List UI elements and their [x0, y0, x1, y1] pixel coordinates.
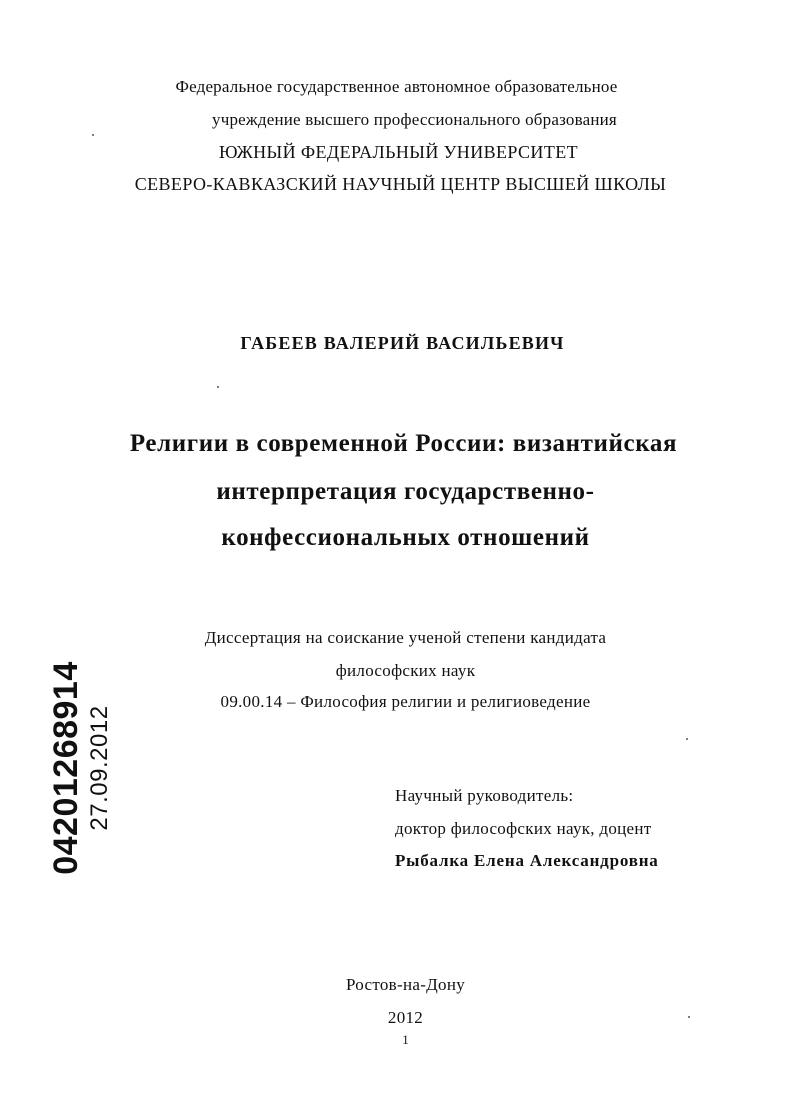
dissertation-degree-line-1: Диссертация на соискание ученой степени кандидата	[204, 628, 607, 647]
author-name: ГАБЕЕВ ВАЛЕРИЙ ВАСИЛЬЕВИЧ	[240, 333, 565, 353]
year: 2012	[387, 1008, 424, 1027]
institution-line-2: учреждение высшего профессионального образования	[212, 110, 617, 129]
city: Ростов-на-Дону	[345, 975, 466, 994]
supervisor-label: Научный руководитель:	[395, 786, 574, 805]
university-name: ЮЖНЫЙ ФЕДЕРАЛЬНЫЙ УНИВЕРСИТЕТ	[218, 142, 579, 162]
supervisor-degree: доктор философских наук, доцент	[395, 819, 652, 838]
dissertation-title-line-1: Религии в современной России: византийская	[129, 430, 678, 457]
library-stamp-inner	[46, 661, 114, 875]
specialty-code: 09.00.14 – Философия религии и религиоведение	[220, 692, 591, 711]
supervisor-name	[395, 845, 659, 877]
stamp-number: 04201268914	[47, 661, 85, 875]
institution-line-1: Федеральное государственное автономное образовательное	[175, 77, 618, 96]
scan-speck	[688, 1016, 690, 1018]
stamp-date: 27.09.2012	[86, 705, 113, 831]
supervisor-name-text: Рыбалка Елена Александровна	[395, 851, 659, 870]
dissertation-title-line-2: интерпретация государственно-	[216, 478, 595, 505]
scan-speck	[686, 738, 688, 740]
scan-speck	[217, 386, 219, 388]
dissertation-degree-line-2: философских наук	[335, 661, 476, 680]
scan-speck	[92, 134, 94, 136]
page-number: 1	[402, 1032, 409, 1047]
research-center-name: СЕВЕРО-КАВКАЗСКИЙ НАУЧНЫЙ ЦЕНТР ВЫСШЕЙ ШКОЛЫ	[134, 174, 667, 194]
dissertation-title-line-3: конфессиональных отношений	[221, 524, 590, 551]
